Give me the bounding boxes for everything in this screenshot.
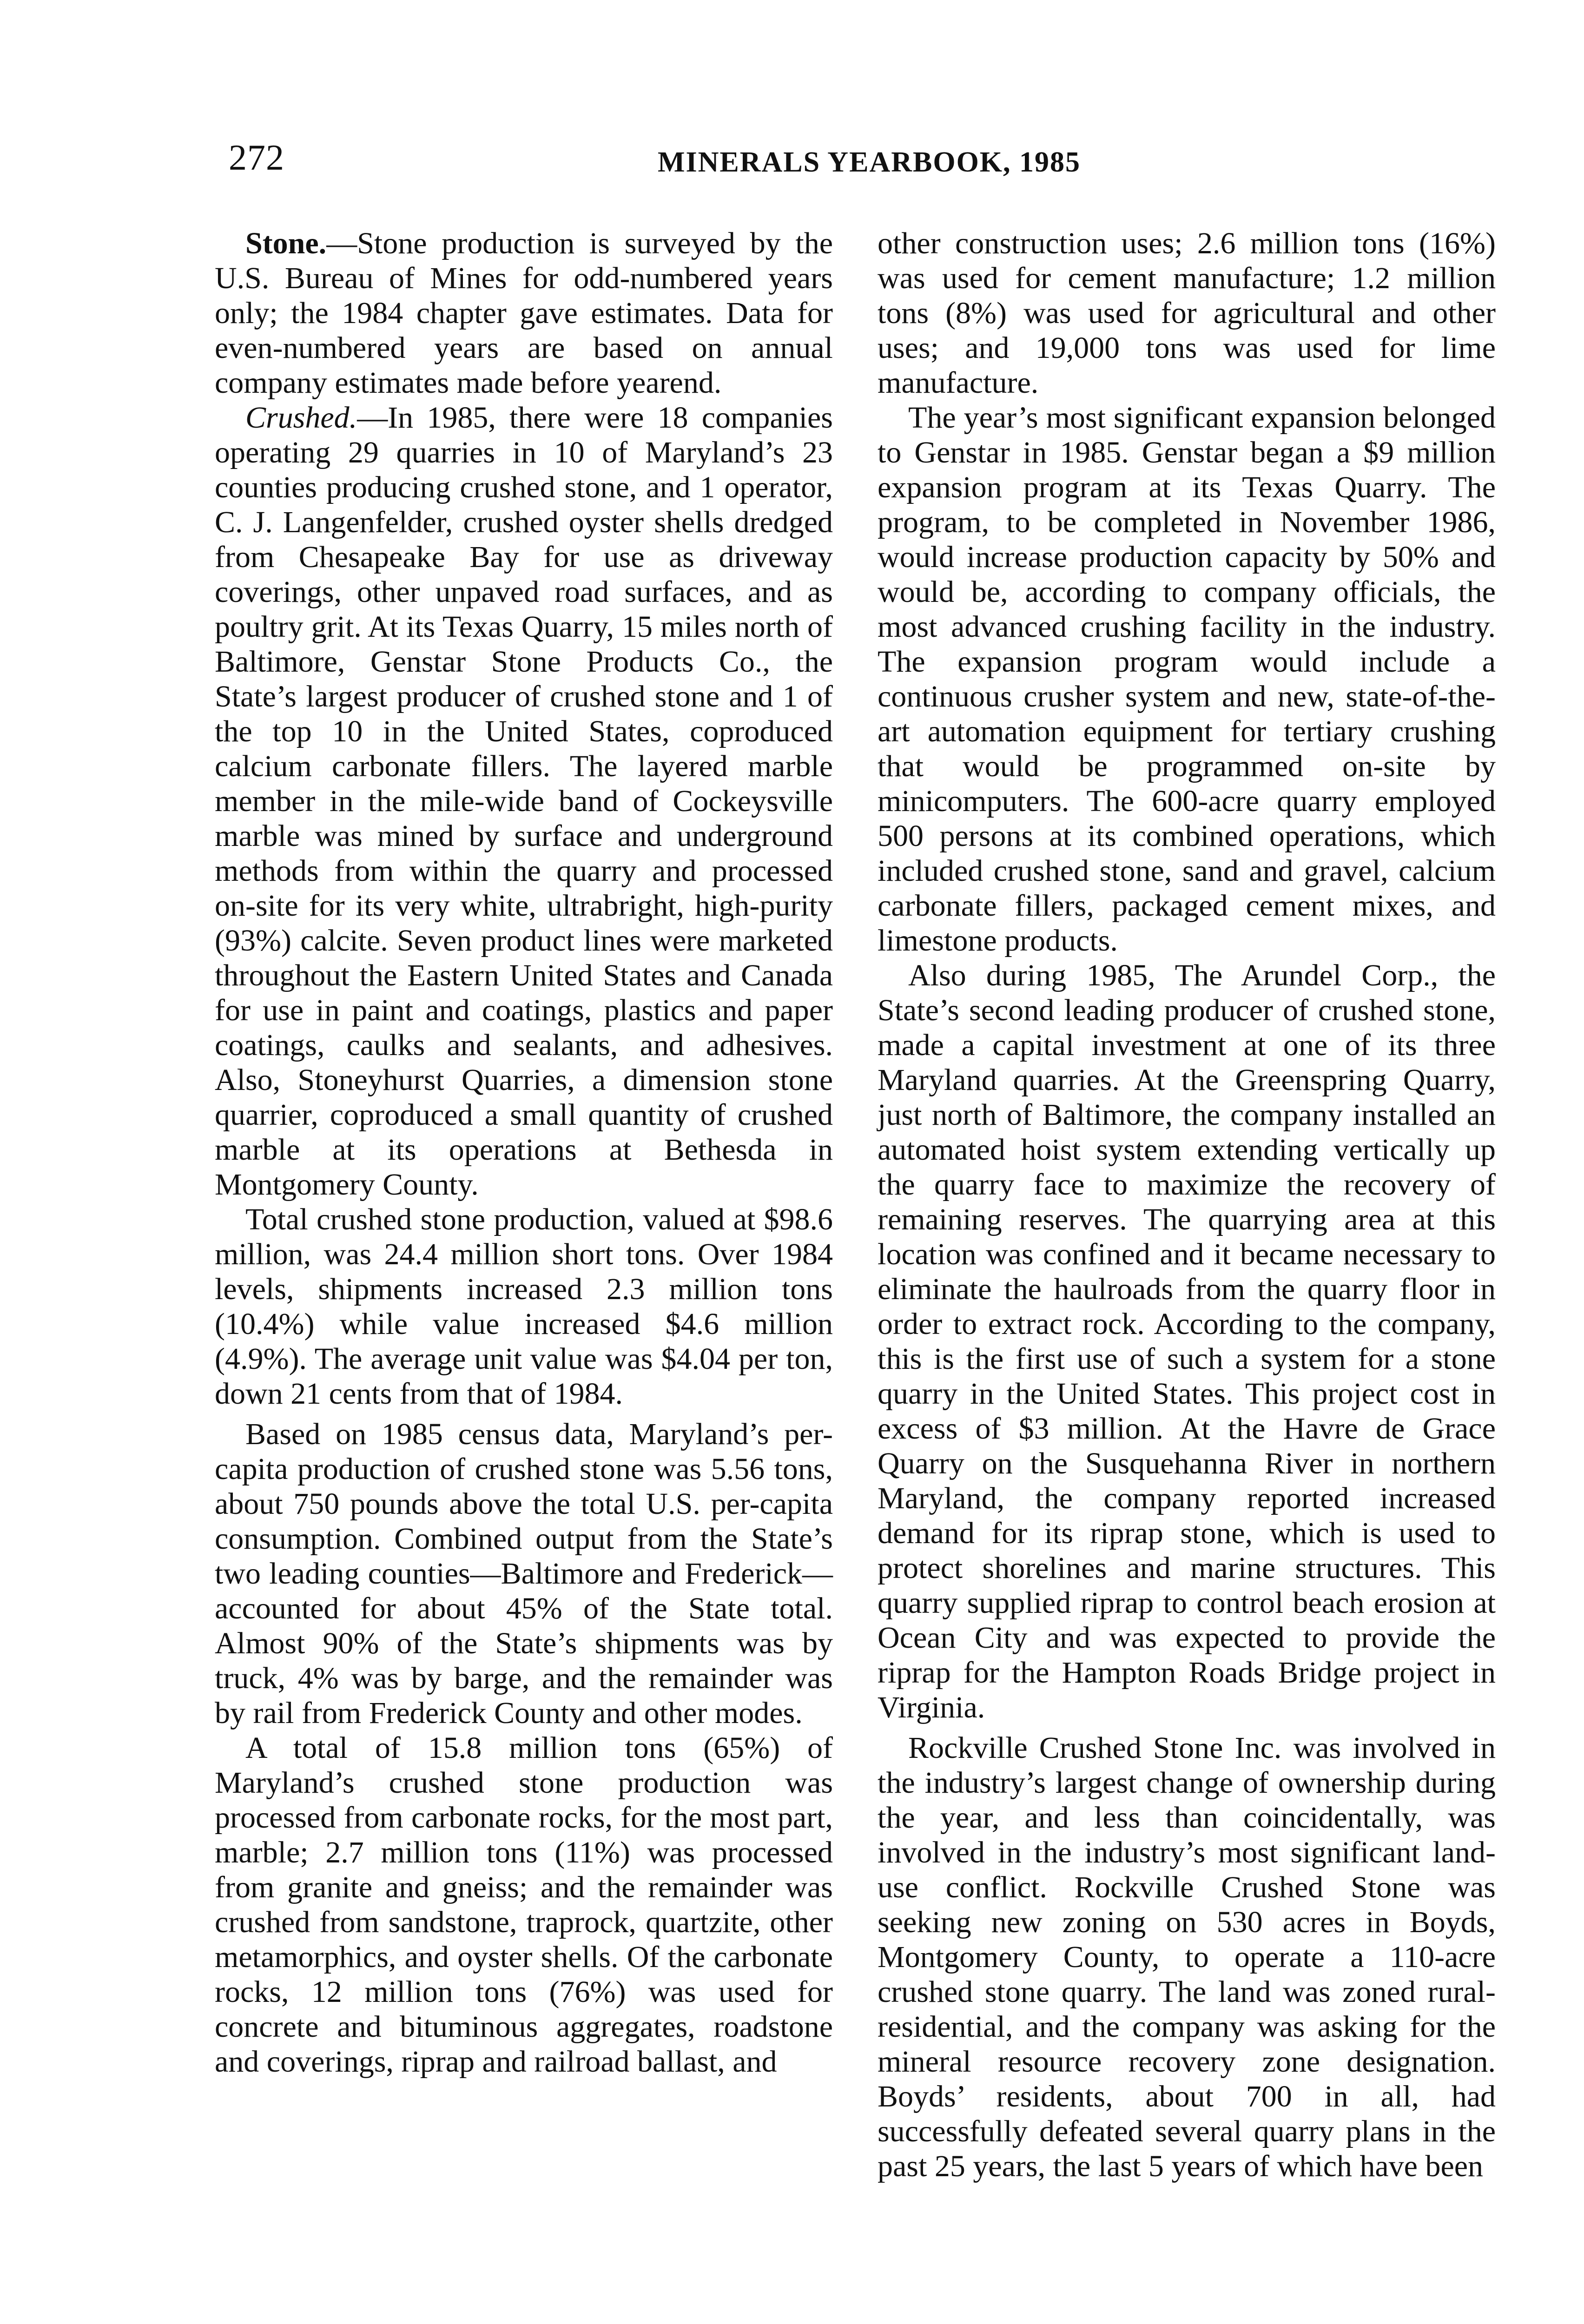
paragraph-stone-intro xyxy=(215,226,833,400)
paragraph-arundel-corp: Also during 1985, The Arundel Corp., the State’s second leading producer of crushed stone, made a capital investment at one of its three Maryland quarries. At the Greenspring Quarry, just north of Baltimore, the company installed an automated hoist system extending vertically up the quarry face to maximize the recovery of remaining reserves. The quarrying area at this location was confined and it became necessary to eliminate the haulroads from the quarry floor in order to extract rock. According to the company, this is the first use of such a system for a stone quarry in the United States. This project cost in excess of $3 million. At the Havre de Grace Quarry on the Susquehanna River in northern Maryland, the company reported increased demand for its riprap stone, which is used to protect shorelines and marine structures. This quarry supplied riprap to control beach erosion at Ocean City and was expected to provide the riprap for the Hampton Roads Bridge project in Virginia. xyxy=(878,958,1496,1724)
left-column xyxy=(215,226,833,2079)
paragraph-rock-types: A total of 15.8 million tons (65%) of Maryland’s crushed stone production was processed from carbonate rocks, for the most part, marble; 2.7 million tons (11%) was processed from granite and gneiss; and the remainder was crushed from sandstone, traprock, quartzite, other metamorphics, and oyster shells. Of the carbonate rocks, 12 million tons (76%) was used for concrete and bituminous aggregates, roadstone and coverings, riprap and railroad ballast, and xyxy=(215,1731,833,2079)
paragraph-text: —Stone production is surveyed by the U.S. Bureau of Mines for odd-numbered years only; the 1984 chapter gave estimates. Data for even-numbered years are based on annual company estimates made before yearend. xyxy=(215,226,833,400)
paragraph-rockville-crushed-stone: Rockville Crushed Stone Inc. was involved in the industry’s largest change of ownership during the year, and less than coincidentally, was involved in the industry’s most significant land-use conflict. Rockville Crushed Stone was seeking new zoning on 530 acres in Boyds, Montgomery County, to operate a 110-acre crushed stone quarry. The land was zoned rural-residential, and the company was asking for the mineral resource recovery zone designation. Boyds’ residents, about 700 in all, had successfully defeated several quarry plans in the past 25 years, the last 5 years of which have been xyxy=(878,1731,1496,2183)
paragraph-genstar-expansion: The year’s most significant expansion belonged to Genstar in 1985. Genstar began a $9 million expansion program at its Texas Quarry. The program, to be completed in November 1986, would increase production capacity by 50% and would be, according to company officials, the most advanced crushing facility in the industry. The expansion program would include a continuous crusher system and new, state-of-the-art automation equipment for tertiary crushing that would be programmed on-site by minicomputers. The 600-acre quarry employed 500 persons at its combined operations, which included crushed stone, sand and gravel, calcium carbonate fillers, packaged cement mixes, and limestone products. xyxy=(878,401,1496,957)
paragraph-crushed-intro xyxy=(215,400,833,1202)
running-title: MINERALS YEARBOOK, 1985 xyxy=(657,146,1081,178)
right-column xyxy=(878,226,1496,2184)
run-in-heading-stone: Stone. xyxy=(245,226,327,260)
paragraph-per-capita: Based on 1985 census data, Maryland’s per-capita production of crushed stone was 5.56 tons, about 750 pounds above the total U.S. per-capita consumption. Combined output from the State’s two leading counties—Baltimore and Frederick—accounted for about 45% of the State total. Almost 90% of the State’s shipments was by truck, 4% was by barge, and the remainder was by rail from Frederick County and other modes. xyxy=(215,1417,833,1730)
paragraph-text: —In 1985, there were 18 companies operating 29 quarries in 10 of Maryland’s 23 counties producing crushed stone, and 1 operator, C. J. Langenfelder, crushed oyster shells dredged from Chesapeake Bay for use as driveway coverings, other unpaved road surfaces, and as poultry grit. At its Texas Quarry, 15 miles north of Baltimore, Genstar Stone Products Co., the State’s largest producer of crushed stone and 1 of the top 10 in the United States, coproduced calcium carbonate fillers. The layered marble member in the mile-wide band of Cockeysville marble was mined by surface and underground methods from within the quarry and processed on-site for its very white, ultrabright, high-purity (93%) calcite. Seven product lines were marketed throughout the Eastern United States and Canada for use in paint and coatings, plastics and paper coatings, caulks and sealants, and adhesives. Also, Stoneyhurst Quarries, a dimension stone quarrier, coproduced a small quantity of crushed marble at its operations at Bethesda in Montgomery County. xyxy=(215,401,833,1202)
paragraph-uses-continued: other construction uses; 2.6 million tons (16%) was used for cement manufacture; 1.2 million tons (8%) was used for agricultural and other uses; and 19,000 tons was used for lime manufacture. xyxy=(878,226,1496,400)
page-number: 272 xyxy=(229,137,284,178)
paragraph-production-value: Total crushed stone production, valued at $98.6 million, was 24.4 million short tons. Over 1984 levels, shipments increased 2.3 million tons (10.4%) while value increased $4.6 million (4.9%). The average unit value was $4.04 per ton, down 21 cents from that of 1984. xyxy=(215,1202,833,1411)
run-in-heading-crushed: Crushed. xyxy=(245,401,357,435)
